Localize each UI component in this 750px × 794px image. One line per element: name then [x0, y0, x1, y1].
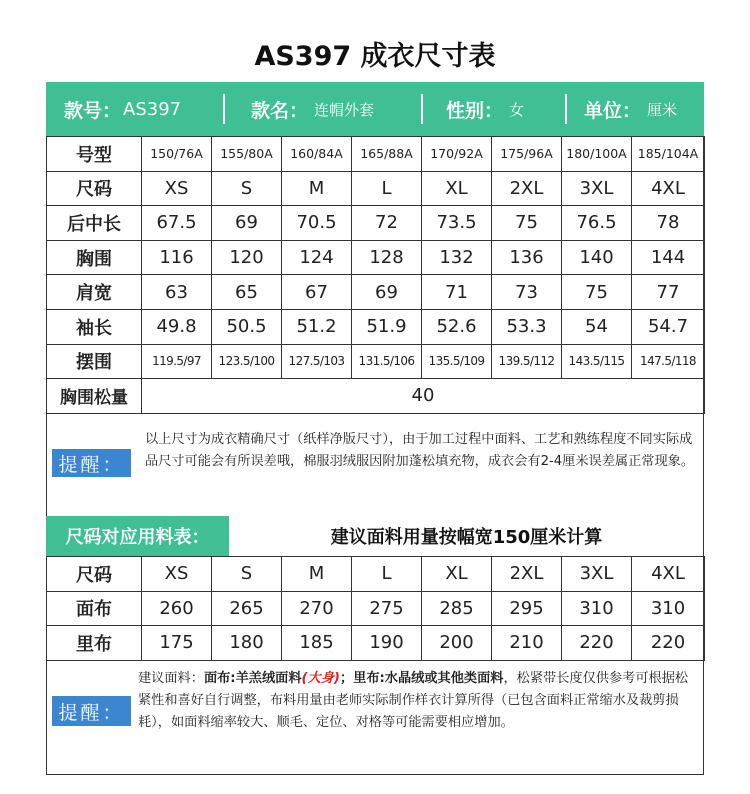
- style-no-value: AS397: [123, 98, 182, 120]
- style-name: [251, 82, 374, 136]
- table-cell: 116: [142, 240, 212, 275]
- style-no: [64, 82, 181, 136]
- table-cell: 265: [212, 591, 282, 626]
- table-cell: 175/96A: [492, 137, 562, 172]
- table-cell: 76.5: [562, 206, 632, 241]
- table-cell: 75: [562, 275, 632, 310]
- tip-text-part: 面布:羊羔绒面料: [203, 671, 302, 686]
- table-cell: 170/92A: [422, 137, 492, 172]
- table-cell: 185: [282, 626, 352, 661]
- table-cell: 155/80A: [212, 137, 282, 172]
- ease-value: 40: [142, 379, 705, 414]
- table-cell: L: [352, 171, 422, 206]
- row-header: 胸围松量: [47, 379, 142, 414]
- table-cell: S: [212, 171, 282, 206]
- table-cell: 65: [212, 275, 282, 310]
- table-cell: 131.5/106: [352, 344, 422, 379]
- table-cell: 4XL: [632, 171, 705, 206]
- row-header: 袖长: [47, 309, 142, 344]
- tip-text-part: ；里布:水晶绒或其他类面料: [339, 671, 504, 686]
- table-cell: 200: [422, 626, 492, 661]
- table-cell: 120: [212, 240, 282, 275]
- table-row: [47, 275, 705, 310]
- table-cell: 124: [282, 240, 352, 275]
- table-cell: 128: [352, 240, 422, 275]
- table-row: [47, 206, 705, 241]
- unit: [584, 82, 677, 136]
- row-header: 摆围: [47, 344, 142, 379]
- info-divider: [565, 94, 567, 124]
- table-cell: 220: [632, 626, 705, 661]
- table-cell: M: [282, 557, 352, 592]
- table-cell: 4XL: [632, 557, 705, 592]
- table-cell: 51.9: [352, 309, 422, 344]
- table-cell: 71: [422, 275, 492, 310]
- row-header: 肩宽: [47, 275, 142, 310]
- table-cell: 52.6: [422, 309, 492, 344]
- table-cell: 190: [352, 626, 422, 661]
- table-cell: 295: [492, 591, 562, 626]
- style-no-label: 款号：: [64, 99, 122, 122]
- tip-text-highlight: (大身): [301, 671, 340, 686]
- table-cell: XL: [422, 171, 492, 206]
- table-cell: XL: [422, 557, 492, 592]
- table-cell: 73.5: [422, 206, 492, 241]
- gender: [446, 82, 524, 136]
- table-cell: 53.3: [492, 309, 562, 344]
- table-cell: 150/76A: [142, 137, 212, 172]
- table-cell: 160/84A: [282, 137, 352, 172]
- table-cell: 2XL: [492, 557, 562, 592]
- table-row: [47, 379, 705, 414]
- table-cell: 50.5: [212, 309, 282, 344]
- row-header: 尺码: [47, 171, 142, 206]
- table-cell: 69: [352, 275, 422, 310]
- table-cell: L: [352, 557, 422, 592]
- style-name-label: 款名：: [251, 99, 309, 122]
- table-cell: 77: [632, 275, 705, 310]
- table-cell: 285: [422, 591, 492, 626]
- table-cell: 119.5/97: [142, 344, 212, 379]
- table-cell: M: [282, 171, 352, 206]
- table-row: [47, 240, 705, 275]
- table-cell: 69: [212, 206, 282, 241]
- table-cell: 136: [492, 240, 562, 275]
- table-cell: 180: [212, 626, 282, 661]
- info-bar: [46, 82, 704, 136]
- table-cell: 49.8: [142, 309, 212, 344]
- table-cell: 67.5: [142, 206, 212, 241]
- usage-note: 建议面料用量按幅宽150厘米计算: [330, 527, 603, 548]
- table-cell: 210: [492, 626, 562, 661]
- table-row: [47, 309, 705, 344]
- gender-value: 女: [509, 100, 525, 119]
- row-header: 尺码: [47, 557, 142, 592]
- table-cell: S: [212, 557, 282, 592]
- unit-value: 厘米: [647, 100, 678, 119]
- table-cell: 147.5/118: [632, 344, 705, 379]
- table-row: [47, 344, 705, 379]
- table-cell: 67: [282, 275, 352, 310]
- table-cell: 275: [352, 591, 422, 626]
- usage-label: 尺码对应用料表：: [46, 516, 229, 556]
- table-cell: 75: [492, 206, 562, 241]
- table-cell: 310: [562, 591, 632, 626]
- table-cell: 54.7: [632, 309, 705, 344]
- table-row: [47, 137, 705, 172]
- table-cell: 143.5/115: [562, 344, 632, 379]
- table-row: [47, 591, 705, 626]
- table-cell: 260: [142, 591, 212, 626]
- gender-label: 性别：: [446, 99, 504, 122]
- table-cell: 144: [632, 240, 705, 275]
- table-cell: 3XL: [562, 557, 632, 592]
- table-cell: 54: [562, 309, 632, 344]
- table-row: [47, 171, 705, 206]
- tip-text-part: 建议面料：: [138, 671, 204, 686]
- unit-label: 单位：: [584, 99, 642, 122]
- size-table: [46, 136, 705, 414]
- table-cell: 132: [422, 240, 492, 275]
- table-cell: 165/88A: [352, 137, 422, 172]
- row-header: 后中长: [47, 206, 142, 241]
- table-row: [47, 557, 705, 592]
- table-cell: 73: [492, 275, 562, 310]
- row-header: 胸围: [47, 240, 142, 275]
- table-cell: 180/100A: [562, 137, 632, 172]
- tip-text: 以上尺寸为成衣精确尺寸（纸样净版尺寸），由于加工过程中面料、工艺和熟练程度不同实际成品尺寸可能会有所误差哦，棉服羽绒服因附加蓬松填充物，成衣会有2-4厘米误差属正常现象。: [145, 432, 695, 469]
- usage-table: [46, 556, 705, 661]
- table-cell: 140: [562, 240, 632, 275]
- table-cell: 310: [632, 591, 705, 626]
- tip-badge: 提醒：: [52, 696, 131, 726]
- table-cell: 2XL: [492, 171, 562, 206]
- table-cell: 185/104A: [632, 137, 705, 172]
- table-cell: 63: [142, 275, 212, 310]
- info-divider: [223, 94, 225, 124]
- info-divider: [421, 94, 423, 124]
- table-cell: 270: [282, 591, 352, 626]
- table-cell: 3XL: [562, 171, 632, 206]
- table-cell: 51.2: [282, 309, 352, 344]
- table-cell: 139.5/112: [492, 344, 562, 379]
- table-cell: 135.5/109: [422, 344, 492, 379]
- table-cell: 220: [562, 626, 632, 661]
- table-cell: 78: [632, 206, 705, 241]
- table-cell: 175: [142, 626, 212, 661]
- page-title: AS397 成衣尺寸表: [254, 41, 496, 72]
- table-cell: 70.5: [282, 206, 352, 241]
- table-cell: XS: [142, 171, 212, 206]
- tip-badge: 提醒：: [52, 449, 131, 477]
- row-header: 面布: [47, 591, 142, 626]
- table-cell: XS: [142, 557, 212, 592]
- table-cell: 127.5/103: [282, 344, 352, 379]
- table-cell: 72: [352, 206, 422, 241]
- tip-text: [138, 668, 698, 734]
- tip-text-part: ，松紧带长度仅供参考可根据松紧性和喜好自行调整，布料用量由老师实际制作样衣计算所得（已包含面料正常缩水及裁剪损耗），如面料缩率较大、顺毛、定位、对格等可能需要相应增加。: [138, 671, 689, 730]
- style-name-value: 连帽外套: [314, 100, 375, 119]
- table-row: [47, 626, 705, 661]
- row-header: 里布: [47, 626, 142, 661]
- row-header: 号型: [47, 137, 142, 172]
- table-cell: 123.5/100: [212, 344, 282, 379]
